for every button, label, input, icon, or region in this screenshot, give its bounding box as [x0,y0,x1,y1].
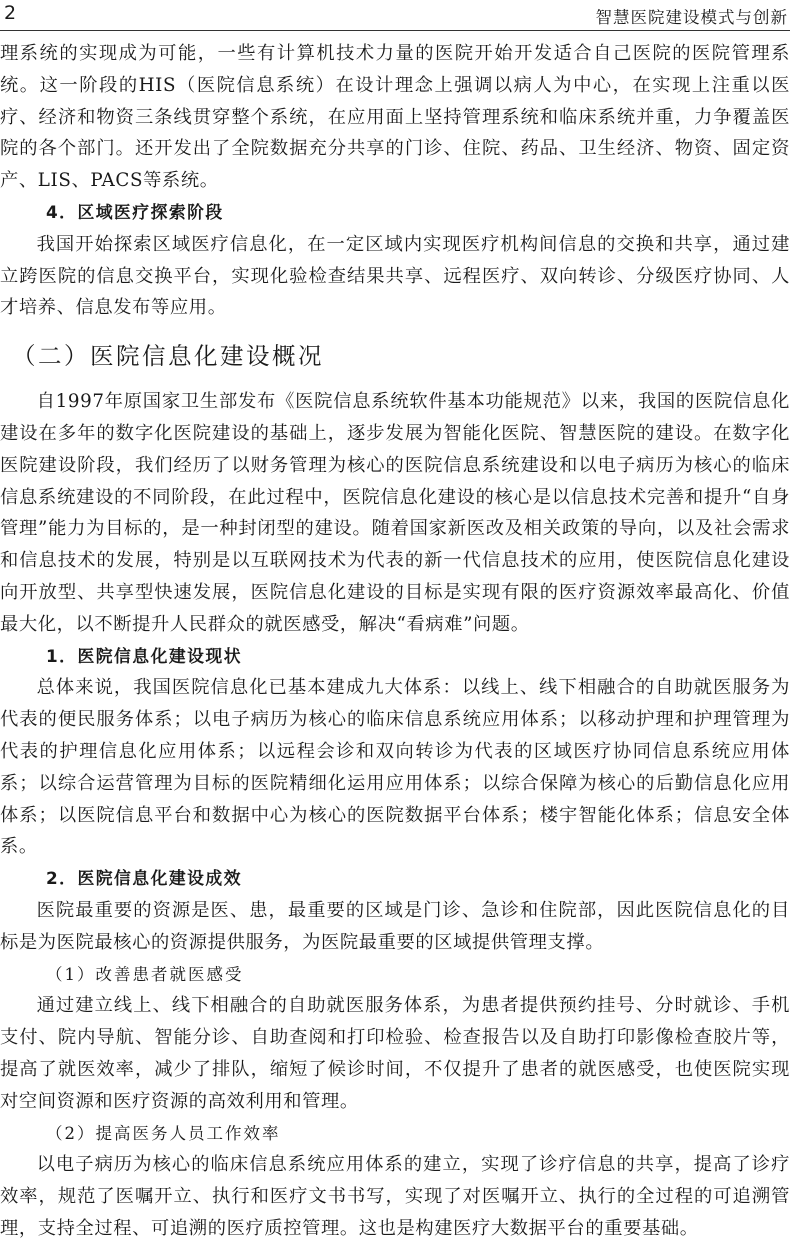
paragraph-his-continuation: 理系统的实现成为可能，一些有计算机技术力量的医院开始开发适合自己医院的医院管理系统。这一阶段的HIS（医院信息系统）在设计理念上强调以病人为中心，在实现上注重以医疗、经济和物资三条线贯穿整个系统，在应用面上坚持管理系统和临床系统并重，力争覆盖医院的各个部门。还开发出了全院数据充分共享的门诊、住院、药品、卫生经济、物资、固定资产、LIS、PACS等系统。 [0,43,790,192]
heading-current-status: 1．医院信息化建设现状 [46,645,242,666]
page-number: 2 [4,2,17,24]
running-title: 智慧医院建设模式与创新 [595,8,788,27]
paragraph-regional-stage: 我国开始探索区域医疗信息化，在一定区域内实现医疗机构间信息的交换和共享，通过建立跨医院的信息交换平台，实现化验检查结果共享、远程医疗、双向转诊、分级医疗协同、人才培养、信息发布等应用。 [0,233,790,319]
paragraph-current-status: 总体来说，我国医院信息化已基本建成九大体系：以线上、线下相融合的自助就医服务为代表的便民服务体系；以电子病历为核心的临床信息系统应用体系；以移动护理和护理管理为代表的护理信息化应用体系；以远程会诊和双向转诊为代表的区域医疗协同信息系统应用体系；以综合运营管理为目标的医院精细化运用应用体系；以综合保障为核心的后勤信息化应用体系；以医院信息平台和数据中心为核心的医院数据平台体系；楼宇智能化体系；信息安全体系。 [0,677,790,858]
heading-regional-stage: 4．区域医疗探索阶段 [46,201,224,222]
paragraph-results: 医院最重要的资源是医、患，最重要的区域是门诊、急诊和住院部，因此医院信息化的目标是为医院最核心的资源提供服务，为医院最重要的区域提供管理支撑。 [0,899,790,953]
paragraph-overview: 自1997年原国家卫生部发布《医院信息系统软件基本功能规范》以来，我国的医院信息化建设在多年的数字化医院建设的基础上，逐步发展为智能化医院、智慧医院的建设。在数字化医院建设阶段，我们经历了以财务管理为核心的医院信息系统建设和以电子病历为核心的临床信息系统建设的不同阶段，在此过程中，医院信息化建设的核心是以信息技术完善和提升“自身管理”能力为目标的，是一种封闭型的建设。随着国家新医改及相关政策的导向，以及社会需求和信息技术的发展，特别是以互联网技术为代表的新一代信息技术的应用，使医院信息化建设向开放型、共享型快速发展，医院信息化建设的目标是实现有限的医疗资源效率最高化、价值最大化，以不断提升人民群众的就医感受，解决“看病难”问题。 [0,391,790,635]
subheading-staff-efficiency: （2）提高医务人员工作效率 [46,1123,281,1143]
page-body [0,38,790,1245]
section-heading-overview: （二）医院信息化建设概况 [12,342,324,371]
paragraph-patient-experience: 通过建立线上、线下相融合的自助就医服务体系，为患者提供预约挂号、分时就诊、手机支付、院内导航、智能分诊、自助查阅和打印检验、检查报告以及自助打印影像检查胶片等，提高了就医效率，减少了排队，缩短了候诊时间，不仅提升了患者的就医感受，也使医院实现对空间资源和医疗资源的高效利用和管理。 [0,995,790,1112]
heading-results: 2．医院信息化建设成效 [46,868,242,889]
subheading-patient-experience: （1）改善患者就医感受 [46,964,244,984]
page-header [0,0,790,31]
paragraph-staff-efficiency: 以电子病历为核心的临床信息系统应用体系的建立，实现了诊疗信息的共享，提高了诊疗效率，规范了医嘱开立、执行和医疗文书书写，实现了对医嘱开立、执行的全过程的可追溯管理，支持全过程、可追溯的医疗质控管理。这也是构建医疗大数据平台的重要基础。 [0,1154,790,1239]
